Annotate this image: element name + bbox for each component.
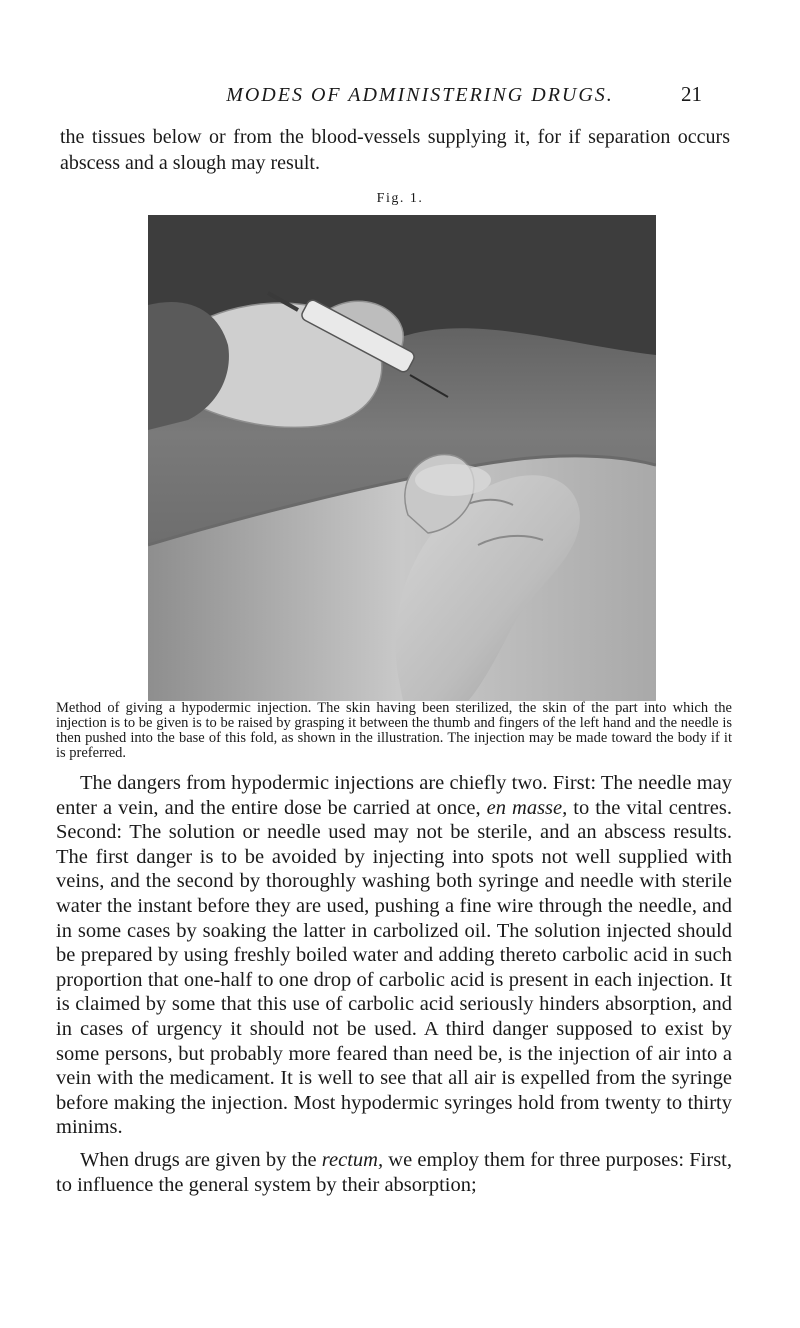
paragraph-dangers: The dangers from hypodermic injections are chiefly two. First: The needle may enter a vein, and the entire dose be carried at once, en masse, to the vital centres. Second: The solution or needle used may not be sterile, and an abscess results. The first danger is to be avoided by injecting into spots not well supplied with veins, and the second by thoroughly washing both syringe and needle with sterile water the instant before they are used, pushing a fine wire through the needle, and in some cases by soaking the latter in carbolized oil. The solution injected should be prepared by using freshly boiled water and adding thereto carbolic acid in such proportion that one-half to one drop of carbolic acid is present in each injection. It is claimed by some that this use of carbolic acid seriously hinders absorption, and in cases of urgency it should not be used. A third danger supposed to exist by some persons, but probably more feared than need be, is the injection of air into a vein with the medicament. It is well to see that all air is expelled from the syringe before making the injection. Most hypodermic syringes hold from twenty to thirty minims. (56, 772, 732, 1139)
paragraph-rectum: When drugs are given by the rectum, we employ them for three purposes: First, to influence the general system by their absorption; (56, 1148, 732, 1196)
figure-caption: Method of giving a hypodermic injection. The skin having been sterilized, the skin of the part into which the injection is to be given is to be raised by grasping it between the thumb and fingers of the left hand and the needle is then pushed into the base of this fold, as shown in the illustration. The injection may be made toward the body if it is preferred. (56, 700, 732, 761)
hand-illustration (148, 215, 656, 701)
intro-paragraph: the tissues below or from the blood-vessels supplying it, for if separation occurs abscess and a slough may result. (60, 126, 730, 174)
running-head: MODES OF ADMINISTERING DRUGS. (226, 84, 614, 106)
hypodermic-injection-photo (148, 215, 656, 701)
page-number: 21 (681, 82, 702, 106)
figure-label: Fig. 1. (376, 191, 424, 206)
body-text (56, 771, 732, 1197)
